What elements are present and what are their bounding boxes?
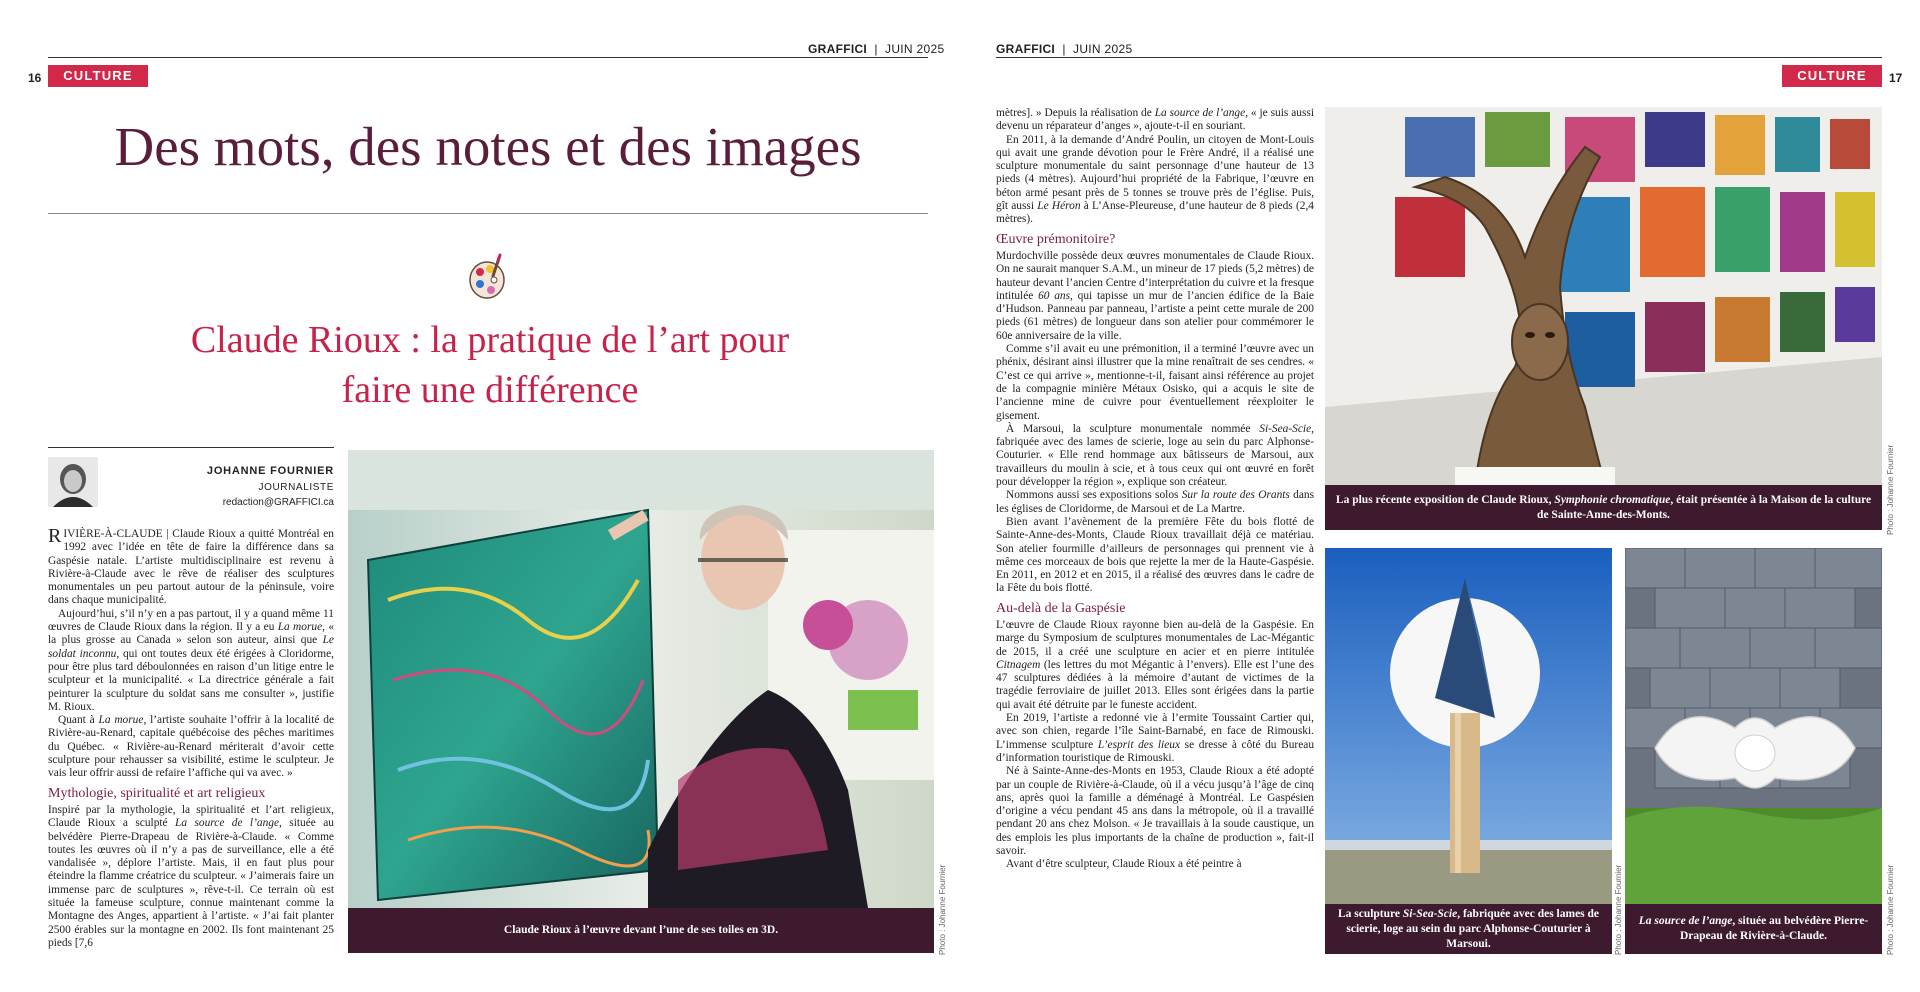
text: Quant à [58,714,99,727]
photo-credit: Photo : Johanne Fournier [938,864,947,955]
section-badge-right: CULTURE [1782,65,1882,87]
article-headline [140,315,840,415]
publication-name: GRAFFICI [808,42,868,56]
text: , était présentée à la Maison de la culture de Sainte-Anne-des-Monts. [1537,493,1872,521]
paragraph [996,489,1314,516]
caption-text [1335,907,1602,952]
paragraph: Comme s’il avait eu une prémonition, il a terminé l’œuvre avec un phénix, désirant ainsi illustrer que la mine renaîtrait de ses cendres. « C’est ce qui arrive », mentionne-t-il, faisant ainsi référence au projet de la compagnie minière Métaux Osisko, qui a acquis le site de l’ancienne mine de cuivre pour éventuellement réexploiter le gisement. [996,343,1314,422]
text: Aujourd’hui, s’il n’y en a pas partout, il y a quand même 11 œuvres de Claude Rioux dans la région. Il y a eu [48,607,334,634]
text: , l’artiste souhaite l’offrir à la localité de Rivière-au-Renard, capitale québécoise des pêches maritimes du Québec. « Rivière-au-Renard mériterait d’avoir cette sculpture pour rehausser sa visibilité, estime le sculpteur. Je vais leur offrir aussi de refaire l’affiche qui va avec. » [48,714,334,780]
main-photo-claude-rioux [348,450,934,908]
author-email[interactable]: redaction@GRAFFICI.ca [222,497,334,508]
text: (les lettres du mot Mégantic à l’envers). Elle est l’une des 47 sculptures dédiées à la mémoire d’autant de victimes de la tragédie ferroviaire de juillet 2013. Elles sont érigées dans la partie qui avait été détruite par le funeste accident. [996,658,1314,711]
headline-line-2: faire une différence [341,369,639,411]
exhibition-photo [1325,107,1882,485]
main-photo-caption: Claude Rioux à l’œuvre devant l’une de ses toiles en 3D. [348,908,934,953]
subheading: Œuvre prémonitoire? [996,231,1116,247]
work-title: La source de l’ange [1638,915,1733,927]
page-number-right: 17 [1889,71,1903,85]
work-title: Le Héron [1037,200,1081,213]
work-title: Si-Sea-Scie [1259,422,1312,435]
si-sea-scie-photo [1325,548,1612,904]
section-badge-left: CULTURE [48,65,148,87]
paragraph [48,804,334,950]
text: mètres]. » Depuis la réalisation de [996,107,1155,119]
issue-date: JUIN 2025 [885,42,945,56]
header-separator-right: | [1058,42,1070,56]
publication-header-left [808,42,944,56]
paragraph [996,107,1314,134]
work-title: Citnagem [996,658,1041,671]
header-rule-left [48,57,928,58]
text: La plus récente exposition de Claude Rioux, [1335,493,1555,506]
paragraph [48,608,334,714]
paragraph: Bien avant l’avènement de la première Fête du bois flotté de Sainte-Anne-des-Monts, Claude Rioux travaillait déjà ce matériau. Son atelier fourmille d’ailleurs de personnages qui prennent vie à même ces morceaux de bois que rejette la mer de la Haute-Gaspésie. En 2011, en 2012 et en 2015, il a réalisé des œuvres dans le cadre de la Fête du bois flotté. [996,515,1314,595]
subheading: Mythologie, spiritualité et art religieux [48,785,266,801]
paragraph [996,250,1314,343]
header-separator: | [870,42,882,56]
text: , fabriquée avec des lames de scierie, loge au sein du parc Alphonse-Couturier. « Elle rend hommage aux bâtisseurs de Marsoui, aux travailleurs du moulin à scie, et à tous ceux qui ont œuvré en forêt pour développer la région », explique son créateur. [996,422,1314,489]
paragraph [996,134,1314,227]
source-de-lange-caption [1625,904,1882,954]
author-rule [48,447,334,448]
text: se dresse à côté du Bureau d’information touristique de Rimouski. [996,738,1315,764]
work-title: Symphonie chromatique [1554,493,1671,506]
text: L’œuvre de Claude Rioux rayonne bien au-delà de la Gaspésie. En marge du Symposium de sculptures monumentales de Lac-Mégantic de 2015, il a créé une sculpture en acier et en pierre intitulée [996,618,1314,658]
publication-header-right [996,42,1132,56]
work-title: La morue [277,621,323,634]
subheading: Au-delà de la Gaspésie [996,600,1126,616]
title-rule [48,213,928,214]
text: , qui tapisse un mur de l’ancien édifice de la Baie d’Hudson. Panneau par panneau, l’artiste a peint cette murale de 200 pieds (61 mètres) de longueur dans son atelier pour commémorer le 60e anniversaire de la ville. [996,289,1314,342]
page-number-left: 16 [28,71,42,85]
paragraph [48,714,334,780]
caption-text [1635,914,1872,944]
text: , fabriquée avec des lames de scierie, loge au sein du parc Alphonse-Couturier à Marsoui. [1346,907,1600,950]
text: À Marsoui, la sculpture monumentale nommée [1006,422,1260,435]
si-sea-scie-caption [1325,904,1612,954]
work-title: La source de l’ange [175,817,280,830]
paragraph [996,619,1314,712]
photo-credit: Photo : Johanne Fournier [1886,444,1895,535]
text: , « je suis aussi devenu un réparateur d’anges », ajoute-t-il en souriant. [996,107,1314,133]
source-de-lange-photo [1625,548,1882,904]
text: Murdochville possède deux œuvres monumentales de Claude Rioux. On ne saurait manquer S.A.M., un mineur de 17 pieds (5,2 mètres) de hauteur devant l’ancien Centre d’interprétation du cuivre et la fresque intitulée [996,249,1314,302]
author-avatar [48,457,98,507]
paragraph: Né à Sainte-Anne-des-Monts en 1953, Claude Rioux a été adopté par un couple de Rivière-à-Claude, où il a vécu jusqu’à l’âge de cinq ans, après quoi la famille a déménagé à Montréal. Le Gaspésien d’origine a vécu pendant 45 ans dans la métropole, où il a travaillé pendant 20 ans chez Molson. « Je travaillais à la soude caustique, un des emplois les plus importants de la chaîne de production », fait-il savoir. [996,765,1314,858]
publication-name-right: GRAFFICI [996,42,1056,56]
text: à L’Anse-Pleureuse, d’une hauteur de 8 pieds (2,4 mètres). [996,200,1314,226]
work-title: Si-Sea-Scie [1402,907,1458,920]
text: dans les églises de Cloridorme, de Marsoui et de La Martre. [996,489,1315,515]
work-title: 60 ans [1038,289,1071,302]
paragraph [996,423,1314,489]
text: La sculpture [1337,907,1403,920]
text: , qui ont toutes deux été érigées à Cloridorme, pour être plus tard déboulonnées en raison d’un litige entre le sculpteur et la municipalité. « La directrice générale a fait peinturer la sculpture du soldat sans me consulter », justifie M. Rioux. [48,647,334,713]
dateline: IVIÈRE-À-CLAUDE [63,528,163,540]
caption-text [1335,493,1872,523]
text: , située au belvédère Pierre-Drapeau de Rivière-à-Claude. « Comme toutes les œuvres où il n’y a pas de surveillance, elle a été vandalisée », déplore l’artiste. Mais, il en faut plus pour éteindre la flamme créatrice du sculpteur. « J’aimerais faire un immense parc de sculptures », rêve-t-il. Ce terrain où est située la fameuse sculpture, connue maintenant comme la Montagne des Anges, appartient à l’artiste. « J’ai fait planter 2500 érables sur la montagne en 2002. Ils font maintenant 25 pieds [7,6 [48,817,334,949]
paragraph-text: | Claude Rioux a quitté Montréal en 1992 avec l’idée en tête de faire la différence dans sa Gaspésie natale. L’artiste multidisciplinaire est revenu à Rivière-à-Claude avec le rêve de réaliser des sculptures monumentales un peu partout autour de la péninsule, voire dans chaque municipalité. [48,528,334,607]
work-title: Le soldat inconnu [48,634,334,660]
drop-cap: R [48,525,62,547]
photo-credit: Photo : Johanne Fournier [1614,864,1623,955]
palette-icon [467,252,511,302]
text: , « la plus grosse au Canada » selon son auteur, ainsi que [48,621,335,647]
main-title: Des mots, des notes et des images [114,116,862,177]
paragraph: Avant d’être sculpteur, Claude Rioux a été peintre à [1006,858,1242,871]
photo-credit: Photo : Johanne Fournier [1886,864,1895,955]
issue-date-right: JUIN 2025 [1073,42,1133,56]
author-role: JOURNALISTE [258,482,334,493]
text: , située au belvédère Pierre-Drapeau de Rivière-à-Claude. [1679,915,1869,942]
article-column-1 [48,525,335,950]
paragraph [996,712,1314,765]
text: Inspiré par la mythologie, la spiritualité et l’art religieux, Claude Rioux a sculpté [48,803,334,830]
header-rule-right [996,57,1882,58]
text: Nommons aussi ses expositions solos [1006,489,1182,502]
work-title: La source de l’ange [1154,107,1246,119]
text: En 2019, l’artiste a redonné vie à l’ermite Toussaint Cartier qui, avec son chien, regarde l’île Saint-Barnabé, en face de Rimouski. L’immense sculpture [996,712,1314,751]
author-name: JOHANNE FOURNIER [206,465,334,477]
paragraph [48,525,334,608]
work-title: Sur la route des Orants [1181,489,1290,502]
headline-line-1: Claude Rioux : la pratique de l’art pour [190,319,790,361]
work-title: La morue [98,714,144,727]
work-title: L’esprit des lieux [1097,738,1181,751]
article-column-2 [996,107,1314,872]
exhibition-caption [1325,485,1882,530]
text: En 2011, à la demande d’André Poulin, un citoyen de Mont-Louis qui avait une grande dévotion pour le Frère André, il a réalisé une sculpture monumentale du saint personnage d’une hauteur de 13 pieds (4 mètres). Aujourd’hui propriété de la Fabrique, l’œuvre en béton armé pesant près de 5 tonnes se trouve près de l’église. Puis, gît aussi [996,133,1314,213]
